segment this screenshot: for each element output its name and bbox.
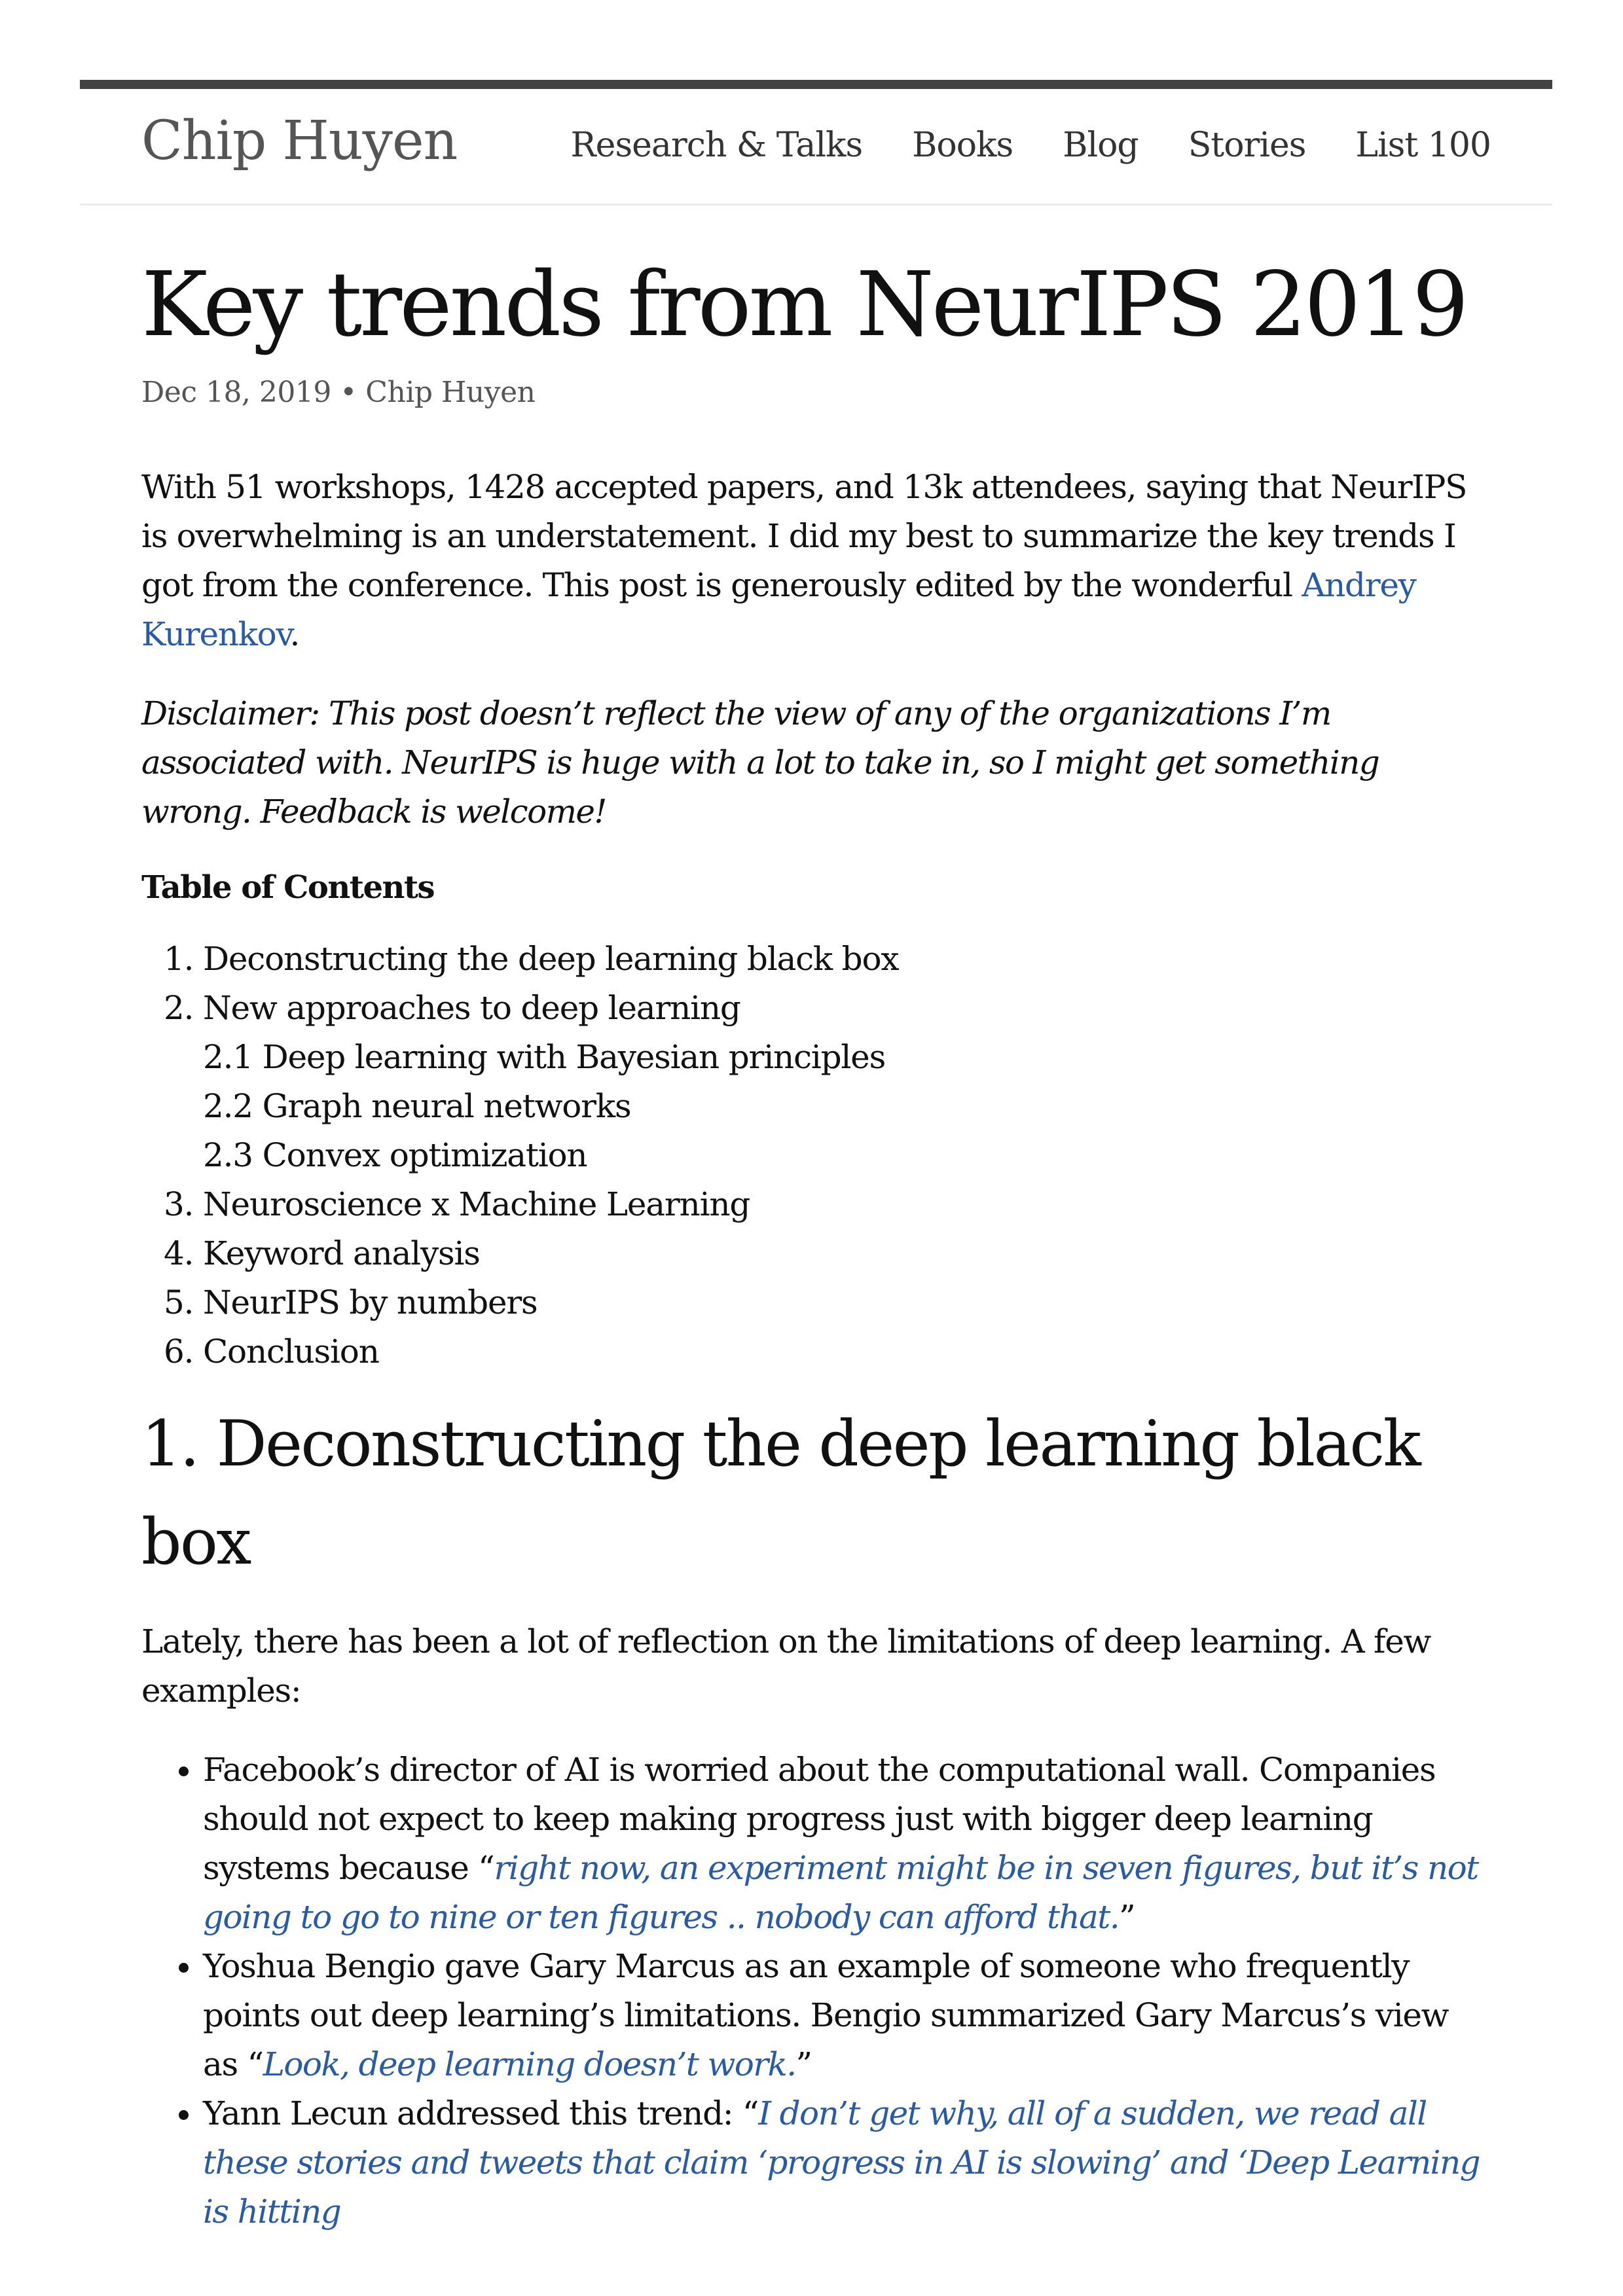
bullet-text-end: ” — [795, 2045, 812, 2084]
toc-heading: Table of Contents — [141, 869, 435, 906]
toc-item-label[interactable]: Keyword analysis — [203, 1234, 480, 1273]
toc-item[interactable] — [203, 935, 1490, 984]
intro-end: . — [289, 615, 300, 654]
bullet-text: Yann Lecun addressed this trend: “ — [203, 2094, 759, 2133]
toc-subitem[interactable]: 2.3 Convex optimization — [203, 1136, 587, 1175]
toc-item-label[interactable]: Conclusion — [203, 1333, 379, 1371]
toc-item-label[interactable]: NeurIPS by numbers — [203, 1283, 538, 1322]
list-item — [203, 1746, 1490, 1942]
quote-link[interactable]: right now, an experiment might be in seven figures, but it’s not going to go to nine or ten figures .. nobody can afford that. — [203, 1849, 1478, 1937]
intro-paragraph — [141, 463, 1490, 659]
nav-stories[interactable]: Stories — [1188, 126, 1306, 165]
post-title: Key trends from NeurIPS 2019 — [141, 253, 1467, 357]
andrey-kurenkov-link[interactable]: Andrey Kurenkov — [141, 566, 1416, 654]
nav-books[interactable]: Books — [912, 126, 1013, 165]
toc-item-label[interactable]: Neuroscience x Machine Learning — [203, 1185, 750, 1224]
nav-blog[interactable]: Blog — [1063, 126, 1139, 165]
list-item — [203, 1942, 1490, 2089]
post-meta: Dec 18, 2019 • Chip Huyen — [141, 376, 536, 410]
toc-item[interactable] — [203, 984, 1490, 1180]
toc-item-label[interactable]: Deconstructing the deep learning black box — [203, 940, 899, 978]
toc-item[interactable] — [203, 1229, 1490, 1278]
table-of-contents — [141, 935, 1490, 1376]
quote-link[interactable]: Look, deep learning doesn’t work. — [263, 2045, 796, 2084]
toc-subitem[interactable]: 2.2 Graph neural networks — [203, 1087, 631, 1126]
site-title[interactable]: Chip Huyen — [141, 110, 458, 172]
nav-research-talks[interactable]: Research & Talks — [570, 126, 863, 165]
toc-item[interactable] — [203, 1327, 1490, 1376]
bullet-text-end: ” — [1119, 1898, 1135, 1937]
quote-link[interactable]: I don’t get why, all of a sudden, we read all these stories and tweets that claim ‘progress in AI is slowing’ and ‘Deep Learning is hitting — [203, 2094, 1480, 2231]
section-1-lead: Lately, there has been a lot of reflection on the limitations of deep learning. A few examples: — [141, 1623, 1431, 1710]
intro-text: With 51 workshops, 1428 accepted papers, and 13k attendees, saying that NeurIPS is overwhelming is an understatement. I did my best to summarize the key trends I got from the conference. This post is generously edited by the wonderful — [141, 468, 1467, 605]
top-rule — [80, 80, 1552, 89]
bullet-text: Yoshua Bengio gave Gary Marcus as an example of someone who frequently points out deep learning’s limitations. Bengio summarized Gary Marcus’s view as “ — [203, 1947, 1449, 2084]
main-nav — [571, 126, 1491, 165]
toc-item[interactable] — [203, 1278, 1490, 1327]
toc-item-label[interactable]: New approaches to deep learning — [203, 989, 740, 1028]
disclaimer-paragraph: Disclaimer: This post doesn’t reflect the view of any of the organizations I’m associated with. NeurIPS is huge with a lot to take in, so I might get something wrong. Feedback is welcome! — [141, 694, 1379, 831]
section-1-heading: 1. Deconstructing the deep learning black box — [141, 1407, 1420, 1579]
list-item — [203, 2089, 1490, 2236]
nav-list-100[interactable]: List 100 — [1355, 126, 1491, 165]
toc-subitem[interactable]: 2.1 Deep learning with Bayesian principles — [203, 1038, 886, 1077]
examples-list — [141, 1746, 1490, 2236]
toc-item[interactable] — [203, 1180, 1490, 1229]
site-header — [80, 89, 1552, 206]
post-content — [141, 254, 1490, 2236]
bullet-text: Facebook’s director of AI is worried about the computational wall. Companies should not expect to keep making progress just with bigger deep learning systems because “ — [203, 1751, 1436, 1888]
